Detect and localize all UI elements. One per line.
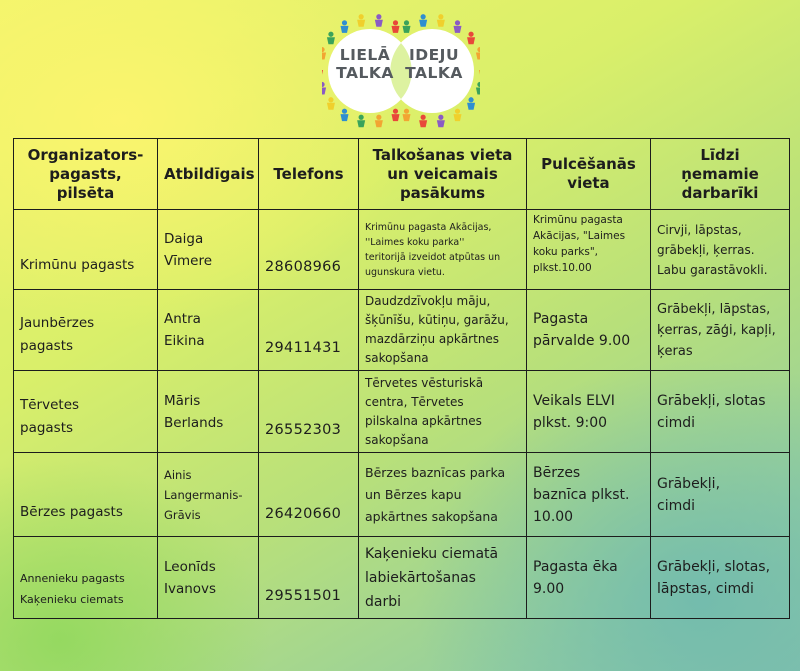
table-header-row xyxy=(14,139,790,210)
cell-organizer: Annenieku pagasts Kaķenieku ciemats xyxy=(14,537,158,619)
cell-tools: Cirvji, lāpstas, grābekļi, ķerras. Labu garastāvokli. xyxy=(651,210,790,290)
table-row xyxy=(14,371,790,453)
logo-figure-icon xyxy=(419,115,427,128)
header-organizer: Organizators- pagasts, pilsēta xyxy=(14,139,158,210)
cell-responsible: Māris Berlands xyxy=(158,371,259,453)
cell-meeting-point: Veikals ELVI plkst. 9:00 xyxy=(527,371,651,453)
cell-phone: 29551501 xyxy=(259,537,359,619)
logo-figure-icon xyxy=(419,14,427,27)
cell-phone: 26552303 xyxy=(259,371,359,453)
cell-place: Tērvetes vēsturiskā centra, Tērvetes pilskalna apkārtnes sakopšana xyxy=(359,371,527,453)
cell-organizer: Jaunbērzes pagasts xyxy=(14,290,158,371)
cell-tools: Grābekļi, slotas cimdi xyxy=(651,371,790,453)
cell-place: Kaķenieku ciematā labiekārtošanas darbi xyxy=(359,537,527,619)
logo-figure-icon xyxy=(403,109,411,122)
logo-figure-icon xyxy=(467,32,475,45)
logo-figure-icon xyxy=(403,20,411,33)
logo-figure-icon xyxy=(327,97,335,110)
cell-responsible: Ainis Langermanis- Grāvis xyxy=(158,453,259,537)
logo-figure-icon xyxy=(454,20,462,33)
header-place: Talkošanas vieta un veicamais pasākums xyxy=(359,139,527,210)
cell-responsible: Daiga Vīmere xyxy=(158,210,259,290)
cell-meeting-point: Krimūnu pagasta Akācijas, "Laimes koku parks", plkst.10.00 xyxy=(527,210,651,290)
cell-meeting-point: Pagasta pārvalde 9.00 xyxy=(527,290,651,371)
cell-place: Daudzdzīvokļu māju, šķūnīšu, kūtiņu, garāžu, mazdārziņu apkārtnes sakopšana xyxy=(359,290,527,371)
cell-meeting-point: Pagasta ēka 9.00 xyxy=(527,537,651,619)
header-responsible: Atbildīgais xyxy=(158,139,259,210)
cell-place: Bērzes baznīcas parka un Bērzes kapu apkārtnes sakopšana xyxy=(359,453,527,537)
cell-tools: Grābekļi, slotas, lāpstas, cimdi xyxy=(651,537,790,619)
cell-organizer: Bērzes pagasts xyxy=(14,453,158,537)
table-row xyxy=(14,537,790,619)
logo-figure-icon xyxy=(357,115,365,128)
logo-figure-icon xyxy=(341,20,349,33)
cell-organizer: Krimūnu pagasts xyxy=(14,210,158,290)
cell-phone: 26420660 xyxy=(259,453,359,537)
logo-text-liela-talka: LIELĀ TALKA xyxy=(336,46,394,82)
table-row xyxy=(14,210,790,290)
cell-phone: 28608966 xyxy=(259,210,359,290)
header-tools: Līdzi ņemamie darbarīki xyxy=(651,139,790,210)
logo-figure-icon xyxy=(437,115,445,128)
cell-responsible: Antra Eikina xyxy=(158,290,259,371)
cell-meeting-point: Bērzes baznīca plkst. 10.00 xyxy=(527,453,651,537)
logo-figure-icon xyxy=(476,82,480,95)
logo-figure-icon xyxy=(322,47,326,60)
cell-organizer: Tērvetes pagasts xyxy=(14,371,158,453)
volunteer-events-table xyxy=(13,138,790,619)
cell-phone: 29411431 xyxy=(259,290,359,371)
header-meeting-point: Pulcēšanās vieta xyxy=(527,139,651,210)
logo-figure-icon xyxy=(437,14,445,27)
cell-tools: Grābekļi, lāpstas, ķerras, zāģi, kapļi, ķeras xyxy=(651,290,790,371)
logo-figure-icon xyxy=(375,14,383,27)
logo-figure-icon xyxy=(357,14,365,27)
logo-figure-icon xyxy=(479,64,480,77)
logo-figure-icon xyxy=(476,47,480,60)
table-row xyxy=(14,290,790,371)
header-phone: Telefons xyxy=(259,139,359,210)
table-row xyxy=(14,453,790,537)
logo-figure-icon xyxy=(392,20,400,33)
logo-figure-icon xyxy=(322,64,323,77)
cell-tools: Grābekļi, cimdi xyxy=(651,453,790,537)
event-logo xyxy=(322,8,480,134)
cell-place: Krimūnu pagasta Akācijas, ''Laimes koku parka'' teritorijā izveidot atpūtas un ugunskura vietu. xyxy=(359,210,527,290)
logo-figure-icon xyxy=(375,115,383,128)
logo-figure-icon xyxy=(327,32,335,45)
cell-responsible: Leonīds Ivanovs xyxy=(158,537,259,619)
logo-figure-icon xyxy=(322,82,326,95)
logo-figure-icon xyxy=(392,109,400,122)
logo-figure-icon xyxy=(341,109,349,122)
logo-figure-icon xyxy=(467,97,475,110)
logo-text-ideju-talka: IDEJU TALKA xyxy=(405,46,463,82)
logo-figure-icon xyxy=(454,109,462,122)
